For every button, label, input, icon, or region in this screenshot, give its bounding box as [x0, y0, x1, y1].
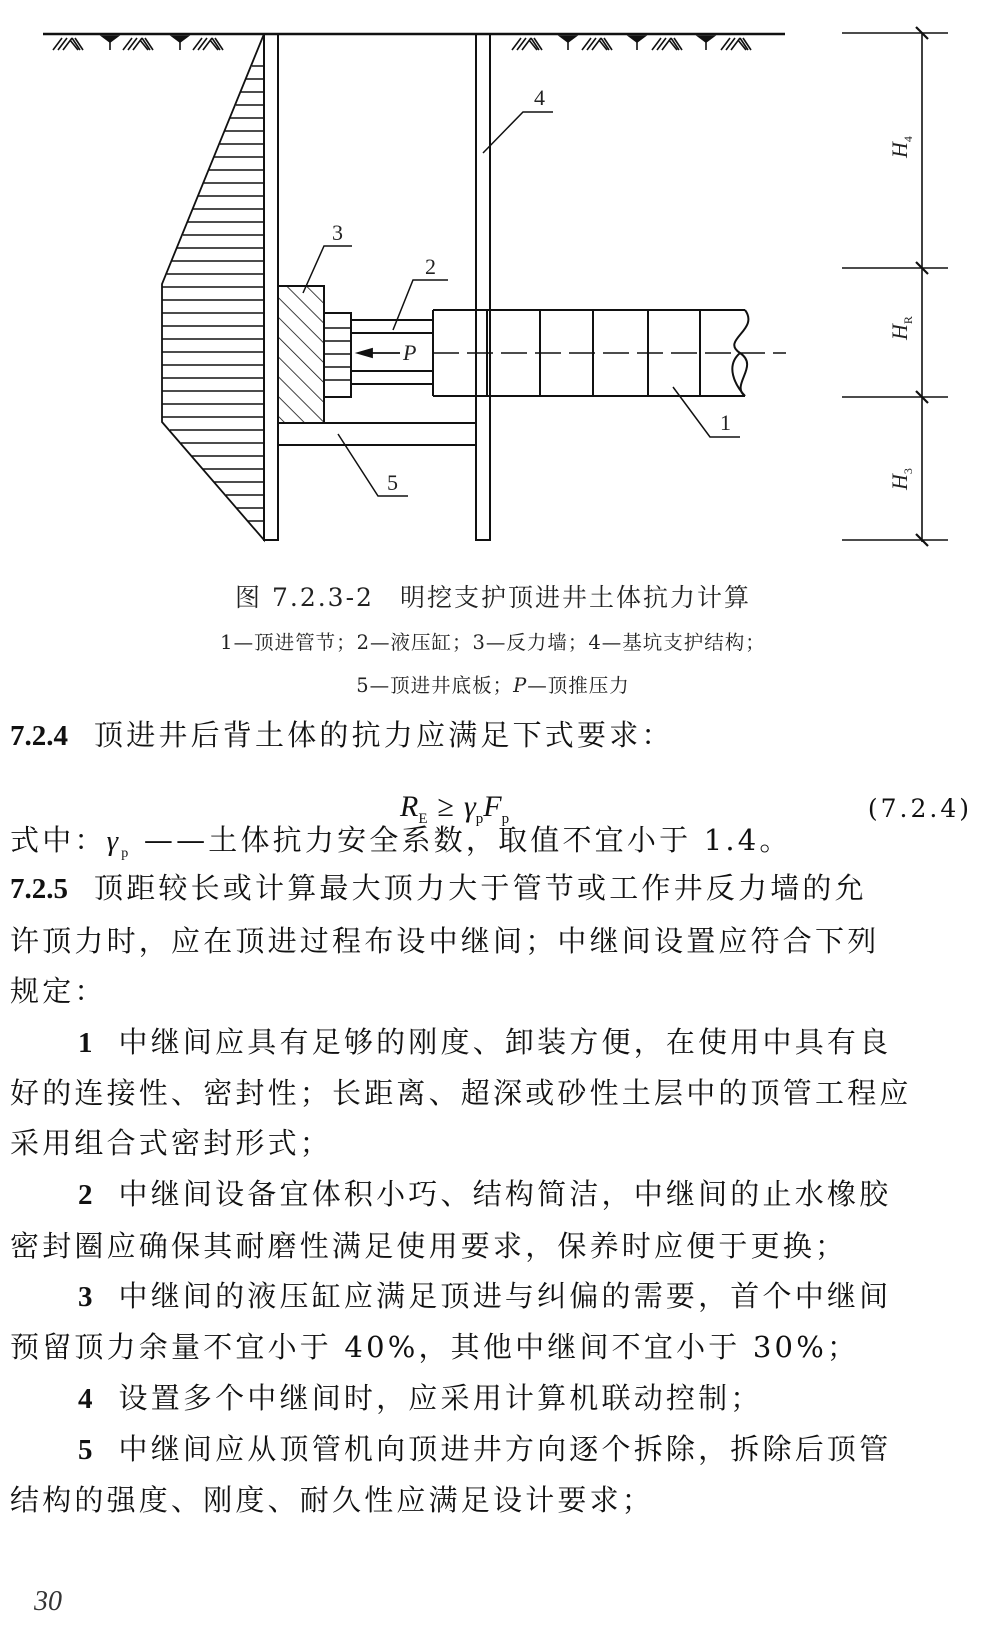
section-7-2-4-heading: [10, 713, 980, 754]
list-item-1: 1 中继间应具有足够的刚度、卸装方便，在使用中具有良: [78, 1025, 892, 1059]
soil-hatch-left-icon: [53, 36, 223, 50]
leader-2: [393, 280, 448, 330]
section-7-2-5-line-2: 许顶力时，应在顶进过程布设中继间；中继间设置应符合下列: [10, 924, 880, 958]
earth-pressure-hatch: [162, 66, 264, 521]
dim-h3: $H_3$: [887, 468, 915, 490]
label-hydraulic-cylinder: 2: [425, 254, 436, 279]
equation-number: (7.2.4): [867, 794, 972, 823]
dim-h4: $H_4$: [887, 136, 915, 158]
section-7-2-5-line-1: 7.2.5 顶距较长或计算最大顶力大于管节或工作井反力墙的允: [10, 871, 867, 905]
dimension-lines: [842, 27, 948, 546]
list-item-3-cont: 预留顶力余量不宜小于 40%，其他中继间不宜小于 30%；: [10, 1330, 860, 1364]
right-support-wall: [476, 34, 490, 540]
dim-hr: $H_R$: [887, 316, 915, 340]
label-pit-support: 4: [534, 85, 545, 110]
figure-legend-line-2: 5—顶进井底板；P—顶推压力: [356, 674, 630, 697]
left-support-wall: [264, 34, 278, 540]
formula-where-clause: 式中：$\gamma_p$ ——土体抗力安全系数，取值不宜小于 1.4。: [10, 823, 792, 861]
list-item-1-cont: 采用组合式密封形式；: [10, 1126, 333, 1160]
list-item-2-cont: 密封圈应确保其耐磨性满足使用要求，保养时应便于更换；: [10, 1229, 848, 1263]
page-number: 30: [34, 1586, 62, 1617]
list-item-5-cont: 结构的强度、刚度、耐久性应满足设计要求；: [10, 1483, 655, 1517]
list-item-2: 2 中继间设备宜体积小巧、结构简洁，中继间的止水橡胶: [78, 1177, 892, 1211]
soil-hatch-right-icon: [512, 36, 751, 50]
cylinder-head: [324, 313, 351, 397]
list-item-1-cont: 好的连接性、密封性；长距离、超深或砂性土层中的顶管工程应: [10, 1076, 912, 1110]
figure-caption-title: [0, 578, 986, 614]
label-force-p: P: [403, 340, 417, 365]
section-text: 顶进井后背土体的抗力应满足下式要求：: [94, 718, 674, 752]
formula-7-2-4: $R_E \ge \gamma_pF_p$: [400, 790, 510, 827]
figure-title: 明挖支护顶进井土体抗力计算: [399, 583, 751, 612]
reaction-wall: [278, 286, 324, 423]
section-number: 7.2.4: [10, 720, 68, 752]
list-item-3: 3 中继间的液压缸应满足顶进与纠偏的需要，首个中继间: [78, 1279, 892, 1313]
leader-4: [483, 112, 553, 153]
figure-legend-line-1: 1—顶进管节；2—液压缸；3—反力墙；4—基坑支护结构；: [220, 631, 766, 654]
figure-jacking-shaft: [0, 0, 986, 560]
figure-number: 图 7.2.3-2: [235, 583, 374, 612]
section-7-2-5-line-3: 规定：: [10, 974, 107, 1008]
jacking-shaft-diagram: [0, 0, 986, 560]
label-shaft-floor: 5: [387, 470, 398, 495]
shaft-floor: [278, 423, 476, 445]
list-item-4: 4 设置多个中继间时，应采用计算机联动控制；: [78, 1381, 763, 1415]
label-reaction-wall: 3: [332, 220, 343, 245]
section-number: 7.2.5: [10, 873, 68, 905]
list-item-5: 5 中继间应从顶管机向顶进井方向逐个拆除，拆除后顶管: [78, 1432, 892, 1466]
label-pipe-section: 1: [720, 410, 731, 435]
force-arrow-icon: [358, 349, 400, 357]
